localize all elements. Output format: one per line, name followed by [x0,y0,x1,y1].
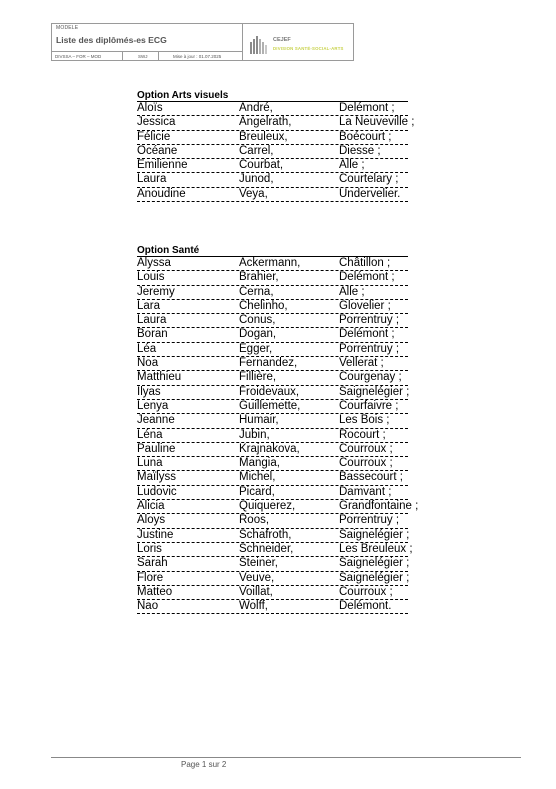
graduate-row [137,328,408,342]
footer-divider [51,757,521,758]
page-number: Page 1 sur 2 [181,760,227,769]
last-name: André, [239,102,273,114]
section-sante [137,245,419,614]
graduate-row [137,557,408,571]
locality: Saignelégier ; [339,385,410,398]
last-name: Conus, [239,314,276,327]
locality: Alle ; [339,285,365,298]
last-name: Chelinho, [239,299,288,312]
first-name: Flore [137,571,164,584]
locality: Rocourt ; [339,428,386,441]
graduate-row [137,486,408,500]
locality: Delémont. [339,600,392,613]
graduate-row [137,286,408,300]
locality: Courroux ; [339,442,393,455]
locality: Courroux ; [339,585,393,598]
first-name: Félicie [137,130,171,143]
graduate-row [137,443,408,457]
first-name: Boran [137,328,168,341]
locality: Courgenay ; [339,371,402,384]
last-name: Mangia, [239,457,280,470]
document-title: Liste des diplômés-es ECG [56,35,167,45]
first-name: Alicia [137,500,165,513]
logo-name: CEJEF [273,37,291,43]
last-name: Dogan, [239,328,277,341]
first-name: Loris [137,542,162,555]
first-name: Justine [137,528,174,541]
first-name: Sarah [137,557,168,570]
graduate-row [137,159,408,173]
graduate-row [137,572,408,586]
header-modele: MODELE [56,25,79,31]
first-name: Aloïs [137,102,163,114]
last-name: Krajnakova, [239,442,300,455]
last-name: Humair, [239,414,279,427]
first-name: Léna [137,428,163,441]
last-name: Roos, [239,514,270,527]
graduate-row [137,271,408,285]
graduate-row [137,131,408,145]
graduate-row [137,357,408,371]
graduate-row [137,257,408,271]
last-name: Fernandez, [239,357,298,370]
first-name: Pauline [137,442,176,455]
last-name: Carrel, [239,144,274,157]
first-name: Ludovic [137,485,177,498]
last-name: Guillemette, [239,399,301,412]
locality: Diesse ; [339,144,381,157]
graduate-row [137,102,408,116]
locality: Delémont ; [339,271,395,284]
first-name: Anoudine [137,187,186,200]
last-name: Courbat, [239,159,284,172]
locality: Porrentruy ; [339,314,400,327]
last-name: Veuve, [239,571,275,584]
first-name: Matteo [137,585,173,598]
locality: Saignelégier ; [339,557,410,570]
first-name: Maïlyss [137,471,176,484]
graduate-row [137,429,408,443]
last-name: Michel, [239,471,276,484]
last-name: Jubin, [239,428,270,441]
graduate-row [137,386,408,400]
last-name: Wolff, [239,600,268,613]
graduate-row [137,586,408,600]
last-name: Quiquerez, [239,500,296,513]
graduate-row [137,145,408,159]
locality: Porrentruy ; [339,342,400,355]
graduate-row [137,457,408,471]
locality: Saignelégier ; [339,528,410,541]
last-name: Fillière, [239,371,277,384]
first-name: Laura [137,173,167,186]
first-name: Matthieu [137,371,182,384]
header-divider [122,52,123,61]
first-name: Louis [137,271,165,284]
document-header [51,23,354,61]
header-divider [158,52,159,61]
locality: Damvant ; [339,485,392,498]
locality: Porrentruy ; [339,514,400,527]
first-name: Alyssa [137,257,171,269]
locality: Glovelier ; [339,299,391,312]
graduate-row [137,471,408,485]
header-code: DIVSSA – FOR – MOD [55,54,102,59]
header-logo [243,24,353,60]
section-title: Option Santé [137,246,408,257]
first-name: Lenya [137,399,169,412]
graduate-row [137,600,408,614]
last-name: Ackermann, [239,257,301,269]
first-name: Emilienne [137,159,188,172]
graduate-row [137,314,408,328]
first-name: Aloys [137,514,166,527]
graduate-row [137,400,408,414]
first-name: Léa [137,342,157,355]
first-name: Jeanne [137,414,175,427]
locality: Vellerat ; [339,357,384,370]
header-author: SWJ [138,54,148,59]
locality: Delémont ; [339,102,395,114]
last-name: Brahier, [239,271,279,284]
last-name: Schneider, [239,542,294,555]
locality: Bassecourt ; [339,471,403,484]
last-name: Junod, [239,173,274,186]
last-name: Schafroth, [239,528,292,541]
last-name: Breuleux, [239,130,288,143]
first-name: Jessica [137,116,176,129]
locality: Les Breuleux ; [339,542,413,555]
locality: Undervelier. [339,187,401,200]
section-arts-visuels [137,90,415,202]
graduate-row [137,300,408,314]
last-name: Picard, [239,485,275,498]
cejef-logo-icon [250,36,270,54]
locality: Les Bois ; [339,414,390,427]
graduate-row [137,542,413,557]
last-name: Froidevaux, [239,385,300,398]
graduate-row [137,343,408,357]
graduate-row [137,371,408,385]
locality: Boécourt ; [339,130,392,143]
locality: Alle ; [339,159,365,172]
graduate-row [137,188,408,202]
locality: Courtelary ; [339,173,399,186]
logo-division: DIVISION SANTÉ-SOCIAL-ARTS [273,46,344,51]
first-name: Océane [137,144,178,157]
graduate-row [137,173,408,187]
section-title: Option Arts visuels [137,91,408,102]
graduate-row [137,414,408,428]
first-name: Jeremy [137,285,175,298]
first-name: Ilyas [137,385,161,398]
last-name: Voillat, [239,585,273,598]
graduate-row [137,529,408,543]
header-info [52,24,243,60]
first-name: Laura [137,314,167,327]
last-name: Steiner, [239,557,278,570]
graduate-row [137,514,408,528]
locality: Courroux ; [339,457,393,470]
locality: Delémont ; [339,328,395,341]
first-name: Luna [137,457,163,470]
last-name: Cerna, [239,285,274,298]
first-name: Noa [137,357,159,370]
last-name: Angelrath, [239,116,292,129]
header-updated: Mise à jour : 01.07.2025 [173,54,222,59]
locality: La Neuveville ; [339,116,415,129]
first-name: Nao [137,600,159,613]
last-name: Veya, [239,187,268,200]
graduate-row [137,500,419,514]
header-meta-row [52,51,242,61]
locality: Châtillon ; [339,257,391,269]
last-name: Egger, [239,342,273,355]
locality: Grandfontaine ; [339,500,419,513]
graduate-row [137,116,415,130]
locality: Courfaivre ; [339,399,399,412]
first-name: Lara [137,299,161,312]
locality: Saignelégier ; [339,571,410,584]
